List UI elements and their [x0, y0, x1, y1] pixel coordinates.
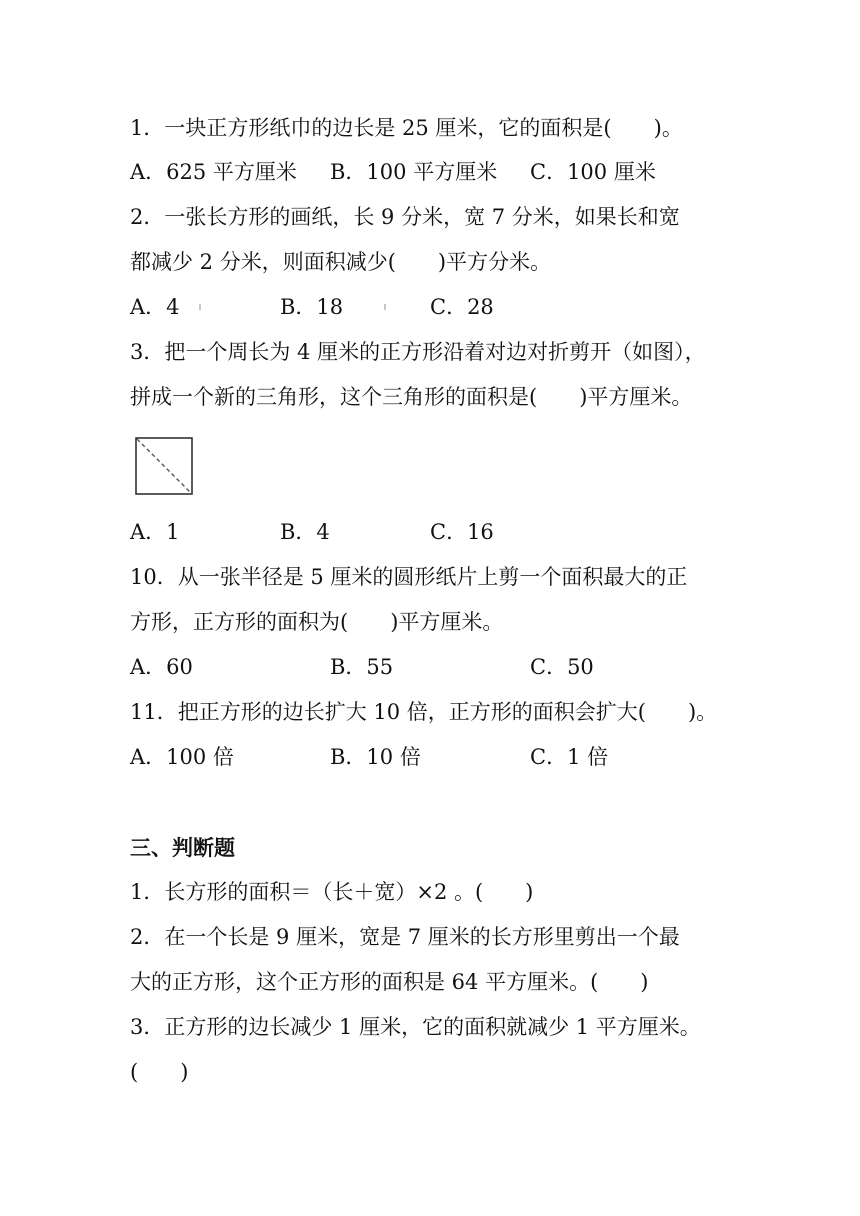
- q10-stem-line2: 方形，正方形的面积为( )平方厘米。: [130, 610, 504, 634]
- q3-option-c: C．16: [430, 520, 494, 544]
- q10-option-a: A．60: [130, 655, 193, 679]
- q3-option-b: B．4: [280, 520, 330, 544]
- section-heading: 三、判断题: [130, 836, 235, 860]
- judge-q1: 1．长方形的面积＝（长＋宽）×2 。( ): [130, 880, 534, 904]
- scan-dot: [384, 304, 386, 310]
- q10-option-c: C．50: [530, 655, 594, 679]
- q2-option-b: B．18: [280, 295, 344, 319]
- q3-stem-line1: 3．把一个周长为 4 厘米的正方形沿着对边对折剪开（如图），: [130, 340, 706, 364]
- q1-option-b: B．100 平方厘米: [330, 160, 498, 184]
- q10-stem-line1: 10．从一张半径是 5 厘米的圆形纸片上剪一个面积最大的正: [130, 565, 688, 589]
- q2-stem-line2: 都减少 2 分米，则面积减少( )平方分米。: [130, 250, 552, 274]
- q2-option-a: A．4: [130, 295, 180, 319]
- diagonal-cut-line: [137, 439, 191, 493]
- q11-option-a: A．100 倍: [130, 745, 234, 769]
- q1-option-a: A．625 平方厘米: [130, 160, 297, 184]
- q2-stem-line1: 2．一张长方形的画纸，长 9 分米，宽 7 分米，如果长和宽: [130, 205, 680, 229]
- judge-q2-line1: 2．在一个长是 9 厘米，宽是 7 厘米的长方形里剪出一个最: [130, 925, 680, 949]
- q2-option-c: C．28: [430, 295, 494, 319]
- q10-option-b: B．55: [330, 655, 394, 679]
- q11-option-b: B．10 倍: [330, 745, 421, 769]
- judge-q3-line1: 3．正方形的边长减少 1 厘米，它的面积就减少 1 平方厘米。: [130, 1015, 701, 1039]
- q3-stem-line2: 拼成一个新的三角形，这个三角形的面积是( )平方厘米。: [130, 385, 693, 409]
- q1-option-c: C．100 厘米: [530, 160, 656, 184]
- scan-dot: [199, 304, 201, 310]
- q11-option-c: C．1 倍: [530, 745, 609, 769]
- q1-stem: 1．一块正方形纸巾的边长是 25 厘米，它的面积是( )。: [130, 116, 683, 140]
- judge-q3-line2: ( ): [130, 1060, 189, 1084]
- square-diagonal-figure: [135, 437, 193, 495]
- q3-option-a: A．1: [130, 520, 180, 544]
- q11-stem: 11．把正方形的边长扩大 10 倍，正方形的面积会扩大( )。: [130, 700, 718, 724]
- judge-q2-line2: 大的正方形，这个正方形的面积是 64 平方厘米。( ): [130, 970, 649, 994]
